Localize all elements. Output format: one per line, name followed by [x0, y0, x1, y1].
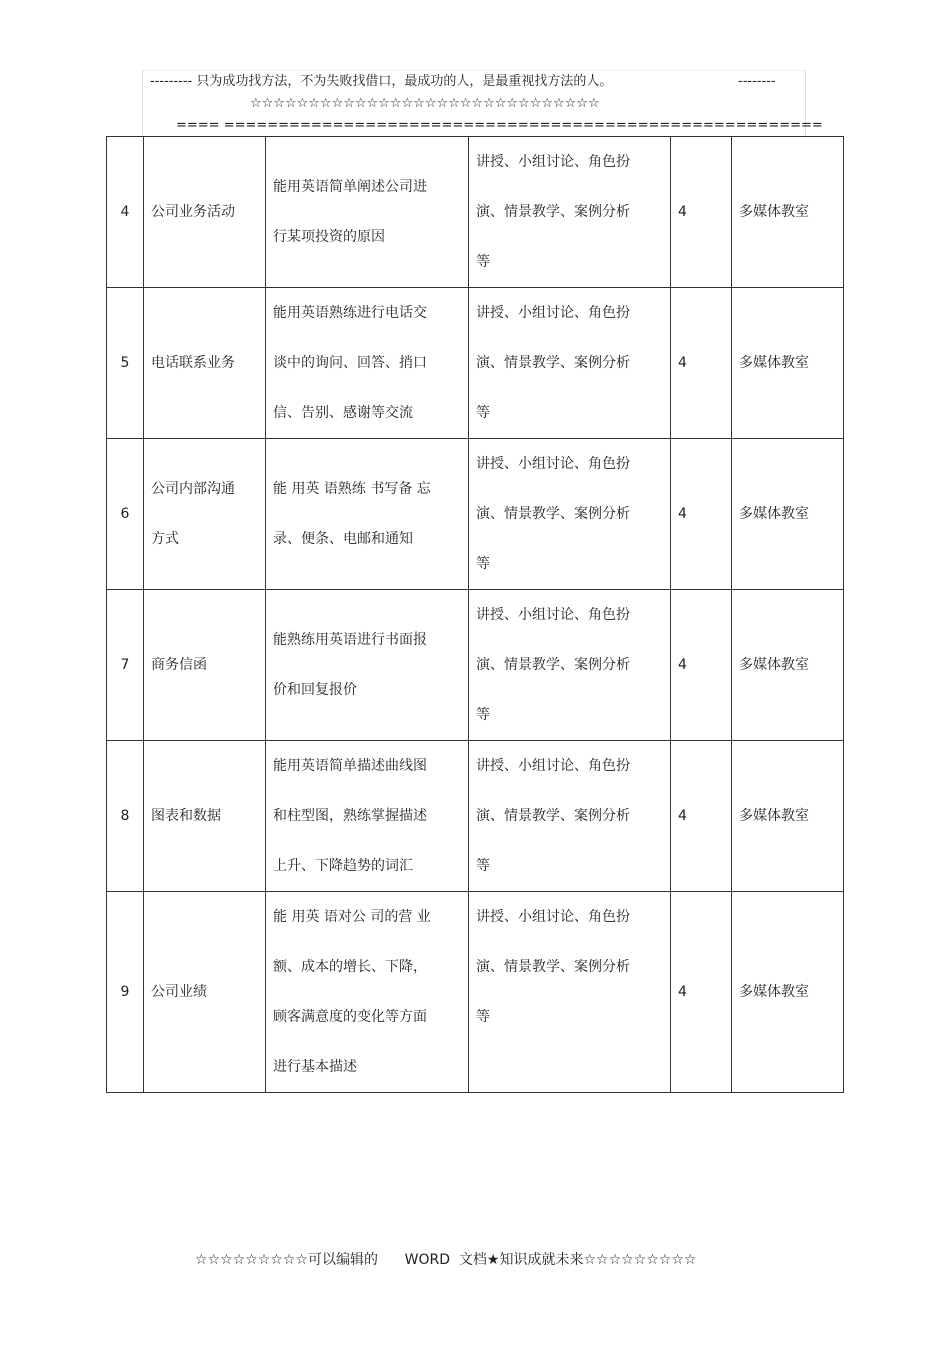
- method-cell-line: 演、情景教学、案例分析: [476, 204, 630, 220]
- method-cell-lines: [476, 741, 663, 891]
- row-number-cell: 5: [107, 288, 144, 439]
- location-cell: 多媒体教室: [732, 439, 844, 590]
- method-cell-lines: [476, 288, 663, 438]
- method-cell-line: 等: [476, 405, 490, 421]
- goal-cell-line: 上升、下降趋势的词汇: [273, 858, 413, 874]
- table-row: [107, 590, 844, 741]
- method-cell-line: 等: [476, 858, 490, 874]
- topic-cell: [144, 137, 266, 288]
- method-cell-line: 讲授、小组讨论、角色扮: [476, 758, 630, 774]
- goal-cell-line: 能用英语简单描述曲线图: [273, 758, 427, 774]
- method-cell-line: 讲授、小组讨论、角色扮: [476, 154, 630, 170]
- course-schedule-table: [106, 136, 844, 1093]
- goal-cell-line: 能 用英 语熟练 书写备 忘: [273, 481, 431, 497]
- goal-cell: [266, 892, 469, 1093]
- goal-cell-line: 谈中的询问、回答、捎口: [273, 355, 427, 371]
- topic-cell-lines: [151, 967, 258, 1017]
- goal-cell-line: 能用英语简单阐述公司进: [273, 179, 427, 195]
- location-cell: 多媒体教室: [732, 137, 844, 288]
- method-cell-line: 演、情景教学、案例分析: [476, 355, 630, 371]
- method-cell-line: 讲授、小组讨论、角色扮: [476, 305, 630, 321]
- goal-cell: [266, 137, 469, 288]
- goal-cell-line: 和柱型图，熟练掌握描述: [273, 808, 427, 824]
- topic-cell-line: 公司业绩: [151, 984, 207, 1000]
- row-number-cell: 9: [107, 892, 144, 1093]
- topic-cell-lines: [151, 791, 258, 841]
- header-star-row: ☆☆☆☆☆☆☆☆☆☆☆☆☆☆☆☆☆☆☆☆☆☆☆☆☆☆☆☆☆☆: [250, 96, 600, 111]
- topic-cell-line: 方式: [151, 531, 179, 547]
- method-cell-line: 讲授、小组讨论、角色扮: [476, 909, 630, 925]
- method-cell-lines: [476, 892, 663, 1042]
- topic-cell-line: 公司内部沟通: [151, 481, 235, 497]
- hours-cell: 4: [671, 137, 732, 288]
- hours-cell: 4: [671, 892, 732, 1093]
- goal-cell-line: 能熟练用英语进行书面报: [273, 632, 427, 648]
- method-cell-lines: [476, 439, 663, 589]
- table-row: [107, 288, 844, 439]
- method-cell: [469, 288, 671, 439]
- method-cell-line: 讲授、小组讨论、角色扮: [476, 456, 630, 472]
- table-row: [107, 741, 844, 892]
- goal-cell-line: 价和回复报价: [273, 682, 357, 698]
- topic-cell: [144, 892, 266, 1093]
- goal-cell: [266, 590, 469, 741]
- goal-cell: [266, 741, 469, 892]
- topic-cell-lines: [151, 464, 258, 564]
- location-cell: 多媒体教室: [732, 590, 844, 741]
- goal-cell: [266, 288, 469, 439]
- goal-cell-line: 信、告别、感谢等交流: [273, 405, 413, 421]
- goal-cell-line: 进行基本描述: [273, 1059, 357, 1075]
- topic-cell-line: 电话联系业务: [151, 355, 235, 371]
- method-cell-line: 等: [476, 556, 490, 572]
- row-number-cell: 6: [107, 439, 144, 590]
- header-rule: ==== =======================================================: [176, 118, 823, 133]
- table-body: [107, 137, 844, 1093]
- method-cell: [469, 590, 671, 741]
- goal-cell-line: 能用英语熟练进行电话交: [273, 305, 427, 321]
- topic-cell-line: 公司业务活动: [151, 204, 235, 220]
- method-cell-line: 演、情景教学、案例分析: [476, 657, 630, 673]
- hours-cell: 4: [671, 288, 732, 439]
- goal-cell-line: 额、成本的增长、下降，: [273, 959, 427, 975]
- goal-cell-lines: [273, 741, 461, 891]
- method-cell: [469, 137, 671, 288]
- goal-cell-line: 行某项投资的原因: [273, 229, 385, 245]
- topic-cell-line: 图表和数据: [151, 808, 221, 824]
- table-row: [107, 137, 844, 288]
- topic-cell: [144, 439, 266, 590]
- goal-cell-lines: [273, 162, 461, 262]
- goal-cell-line: 录、便条、电邮和通知: [273, 531, 413, 547]
- row-number-cell: 7: [107, 590, 144, 741]
- location-cell: 多媒体教室: [732, 892, 844, 1093]
- method-cell-lines: [476, 590, 663, 740]
- goal-cell-lines: [273, 615, 461, 715]
- method-cell-line: 演、情景教学、案例分析: [476, 808, 630, 824]
- method-cell-lines: [476, 137, 663, 287]
- location-cell: 多媒体教室: [732, 288, 844, 439]
- row-number-cell: 4: [107, 137, 144, 288]
- topic-cell-lines: [151, 338, 258, 388]
- method-cell: [469, 892, 671, 1093]
- topic-cell: [144, 590, 266, 741]
- table-row: [107, 439, 844, 590]
- goal-cell-line: 能 用英 语对公 司的营 业: [273, 909, 431, 925]
- header-motto-tail: --------: [738, 74, 776, 89]
- topic-cell: [144, 741, 266, 892]
- row-number-cell: 8: [107, 741, 144, 892]
- method-cell-line: 演、情景教学、案例分析: [476, 959, 630, 975]
- hours-cell: 4: [671, 741, 732, 892]
- goal-cell-lines: [273, 892, 461, 1092]
- method-cell-line: 等: [476, 707, 490, 723]
- hours-cell: 4: [671, 439, 732, 590]
- topic-cell-lines: [151, 187, 258, 237]
- location-cell: 多媒体教室: [732, 741, 844, 892]
- goal-cell: [266, 439, 469, 590]
- table-row: [107, 892, 844, 1093]
- method-cell: [469, 741, 671, 892]
- method-cell-line: 等: [476, 1009, 490, 1025]
- goal-cell-line: 顾客满意度的变化等方面: [273, 1009, 427, 1025]
- goal-cell-lines: [273, 288, 461, 438]
- topic-cell-line: 商务信函: [151, 657, 207, 673]
- hours-cell: 4: [671, 590, 732, 741]
- method-cell: [469, 439, 671, 590]
- method-cell-line: 等: [476, 254, 490, 270]
- header-motto: --------- 只为成功找方法，不为失败找借口，最成功的人，是最重视找方法的人。: [150, 74, 613, 89]
- method-cell-line: 演、情景教学、案例分析: [476, 506, 630, 522]
- topic-cell: [144, 288, 266, 439]
- goal-cell-lines: [273, 464, 461, 564]
- method-cell-line: 讲授、小组讨论、角色扮: [476, 607, 630, 623]
- topic-cell-lines: [151, 640, 258, 690]
- page-footer: ☆☆☆☆☆☆☆☆☆可以编辑的 WORD 文档★知识成就未来☆☆☆☆☆☆☆☆☆: [195, 1252, 697, 1268]
